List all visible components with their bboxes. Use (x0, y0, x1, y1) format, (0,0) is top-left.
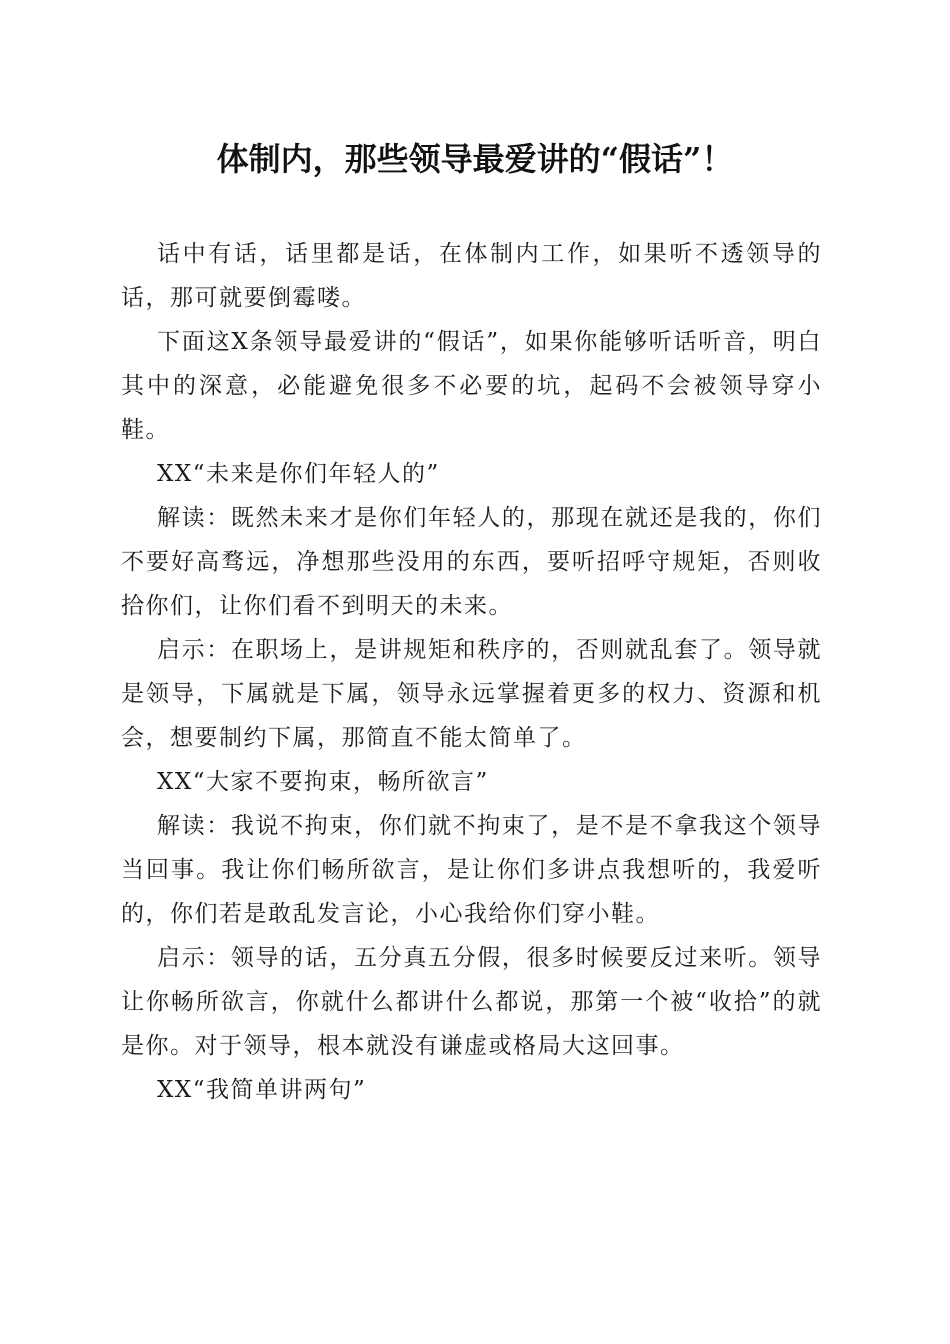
paragraph-interpretation-2: 解读：我说不拘束，你们就不拘束了，是不是不拿我这个领导当回事。我让你们畅所欲言，是让你们多讲点我想听的，我爱听的，你们若是敢乱发言论，小心我给你们穿小鞋。 (121, 813, 822, 927)
section-heading-2: XX“大家不要拘束，畅所欲言” (157, 769, 489, 795)
paragraph-interpretation-1: 解读：既然未来才是你们年轻人的，那现在就还是我的，你们不要好高骛远，净想那些没用的东西，要听招呼守规矩，否则收拾你们，让你们看不到明天的未来。 (121, 505, 822, 619)
document-title: 体制内，那些领导最爱讲的“假话”！ (216, 140, 734, 178)
paragraph-overview: 下面这X条领导最爱讲的“假话”，如果你能够听话听音，明白其中的深意，必能避免很多不必要的坑，起码不会被领导穿小鞋。 (121, 329, 822, 443)
paragraph-intro: 话中有话，话里都是话，在体制内工作，如果听不透领导的话，那可就要倒霉喽。 (121, 241, 822, 311)
document-body (121, 232, 822, 1112)
section-heading-1: XX“未来是你们年轻人的” (157, 461, 440, 487)
paragraph-insight-2: 启示：领导的话，五分真五分假，很多时候要反过来听。领导让你畅所欲言，你就什么都讲什么都说，那第一个被“收拾”的就是你。对于领导，根本就没有谦虚或格局大这回事。 (121, 945, 822, 1059)
paragraph-insight-1: 启示：在职场上，是讲规矩和秩序的，否则就乱套了。领导就是领导，下属就是下属，领导永远掌握着更多的权力、资源和机会，想要制约下属，那简直不能太简单了。 (121, 637, 822, 751)
section-heading-3: XX“我简单讲两句” (157, 1077, 367, 1103)
